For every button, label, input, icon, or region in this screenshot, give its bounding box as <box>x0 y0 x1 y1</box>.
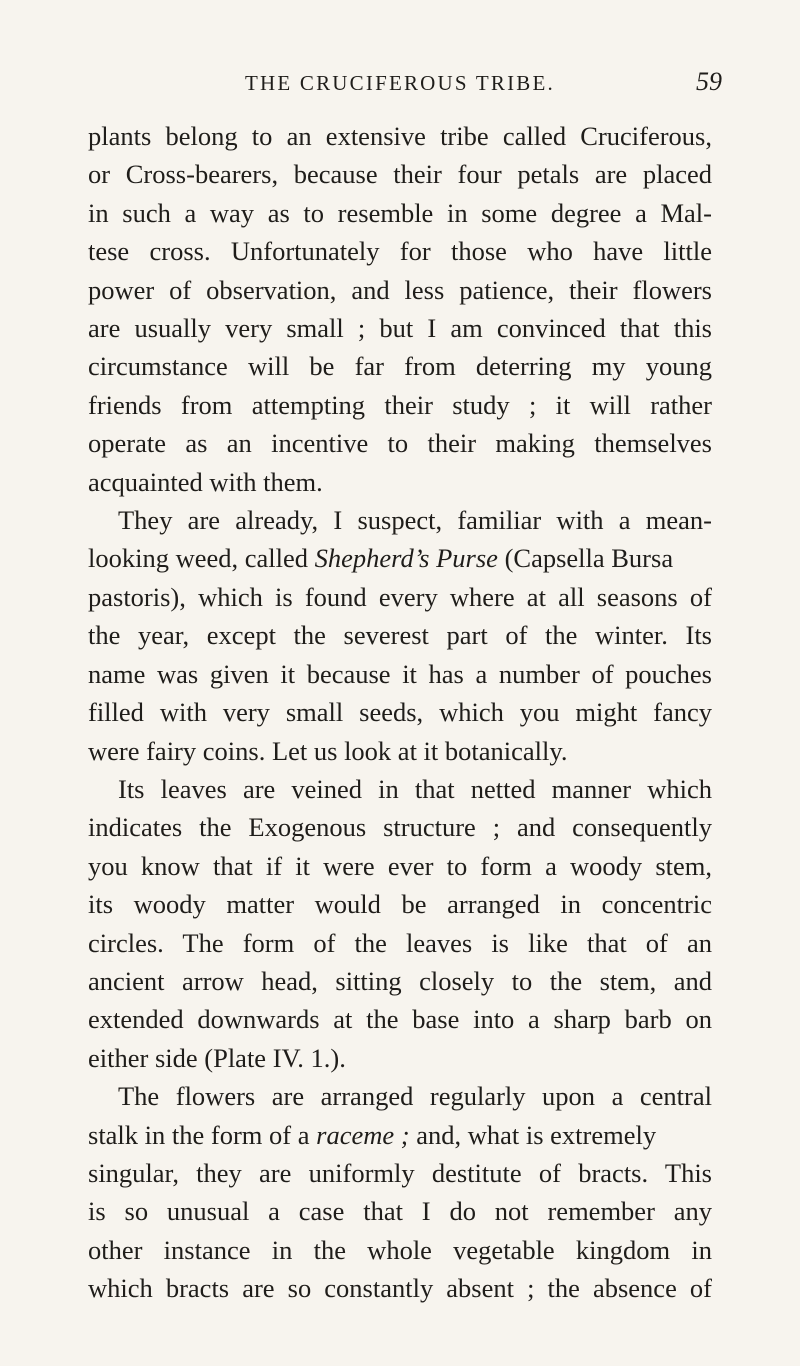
page-number: 59 <box>696 67 722 96</box>
running-head <box>0 67 800 111</box>
text-line: circumstance will be far from deterring my young <box>88 351 712 382</box>
text-line: acquainted with them. <box>88 466 323 497</box>
text-line-mixed <box>88 539 712 577</box>
text-line: Its leaves are veined in that netted manner which <box>118 773 712 804</box>
text-line: circles. The form of the leaves is like that of an <box>88 927 712 958</box>
italic-phrase: raceme ; <box>316 1119 410 1150</box>
text-line: or Cross-bearers, because their four petals are placed <box>88 159 712 190</box>
text-line: other instance in the whole vegetable kingdom in <box>88 1234 712 1265</box>
text-line: the year, except the severest part of the winter. Its <box>88 620 712 651</box>
text-segment: looking weed, called <box>88 543 309 574</box>
text-line: are usually very small ; but I am convinced that this <box>88 313 712 344</box>
text-line: filled with very small seeds, which you might fancy <box>88 697 712 728</box>
text-segment: stalk in the form of a <box>88 1119 310 1150</box>
text-line: either side (Plate IV. 1.). <box>88 1042 346 1073</box>
running-title: THE CRUCIFEROUS TRIBE. <box>245 71 555 95</box>
text-segment: (Capsella Bursa <box>504 543 674 574</box>
text-line: tese cross. Unfortunately for those who have little <box>88 236 712 267</box>
text-line: you know that if it were ever to form a woody stem, <box>88 850 712 881</box>
text-line: singular, they are uniformly destitute of bracts. This <box>88 1157 712 1188</box>
text-line: name was given it because it has a number of pouches <box>88 658 712 689</box>
text-line: which bracts are so constantly absent ; the absence of <box>88 1273 712 1304</box>
text-line: pastoris), which is found every where at all seasons of <box>88 581 712 612</box>
text-line: power of observation, and less patience, their flowers <box>88 274 712 305</box>
italic-phrase: Shepherd’s Purse <box>314 543 498 574</box>
text-line: The flowers are arranged regularly upon a central <box>118 1081 712 1112</box>
text-line-mixed <box>88 1116 712 1154</box>
text-segment: and, what is extremely <box>416 1119 657 1150</box>
text-line: extended downwards at the base into a sharp barb on <box>88 1004 712 1035</box>
text-line: were fairy coins. Let us look at it botanically. <box>88 735 568 766</box>
text-line: friends from attempting their study ; it will rather <box>88 389 712 420</box>
text-line: is so unusual a case that I do not remember any <box>88 1196 712 1227</box>
body-text <box>88 117 712 1308</box>
text-line: indicates the Exogenous structure ; and consequently <box>88 812 712 843</box>
text-line: in such a way as to resemble in some degree a Mal- <box>88 197 712 228</box>
text-line: ancient arrow head, sitting closely to the stem, and <box>88 965 712 996</box>
text-line: operate as an incentive to their making themselves <box>88 428 712 459</box>
text-line: plants belong to an extensive tribe called Cruciferous, <box>88 121 712 151</box>
text-line: its woody matter would be arranged in concentric <box>88 889 712 920</box>
text-line: They are already, I suspect, familiar with a mean- <box>118 505 712 536</box>
